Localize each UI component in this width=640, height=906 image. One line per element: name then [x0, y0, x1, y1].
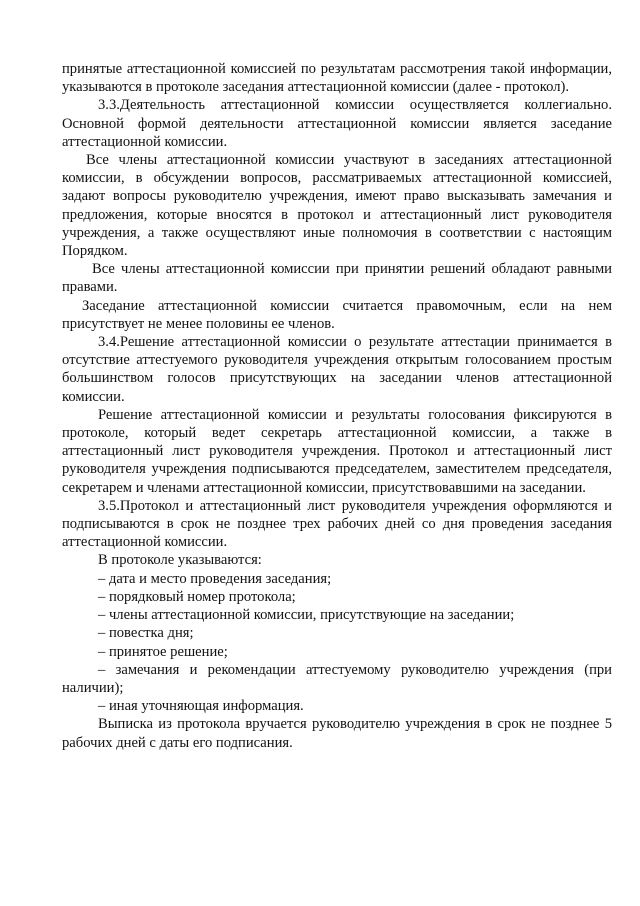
- paragraph-protocol-contents-intro: В протоколе указываются:: [98, 552, 262, 569]
- list-item-members-present: – члены аттестационной комиссии, присутствующие на заседании;: [98, 607, 515, 624]
- list-item-date-place: – дата и место проведения заседания;: [98, 570, 332, 587]
- paragraph-3-5: 3.5.Протокол и аттестационный лист руководителя учреждения оформляются и подписываются в срок не позднее трех рабочих дней со дня проведения заседания аттестационной комиссии.: [62, 497, 612, 551]
- paragraph-3-4: 3.4.Решение аттестационной комиссии о результате аттестации принимается в отсутствие аттестуемого руководителя учреждения открытым голосованием простым большинством голосов присутствующих на заседании членов аттестационной комиссии.: [62, 334, 612, 405]
- paragraph-voting-results: Решение аттестационной комиссии и результаты голосования фиксируются в протоколе, который ведет секретарь аттестационной комиссии, а также в аттестационный лист руководителя учреждения. Протокол и аттестационный лист руководителя учреждения подписываются председателем, заместителем председателя, секретарем и членами аттестационной комиссии, присутствовавшими на заседании.: [62, 406, 612, 496]
- list-item-agenda: – повестка дня;: [98, 625, 194, 642]
- paragraph-members-participation: Все члены аттестационной комиссии участвуют в заседаниях аттестационной комиссии, в обсуждении вопросов, рассматриваемых аттестационной комиссией, задают вопросы руководителю учреждения, имеют право высказывать замечания и предложения, которые вносятся в протокол и аттестационный лист руководителя учреждения, а также осуществляют иные полномочия в соответствии с настоящим Порядком.: [62, 152, 612, 260]
- document-page: [62, 60, 612, 752]
- paragraph-extract-delivery: Выписка из протокола вручается руководителю учреждения в срок не позднее 5 рабочих дней с даты его подписания.: [62, 716, 612, 751]
- list-item-remarks: – замечания и рекомендации аттестуемому руководителю учреждения (при наличии);: [62, 661, 612, 696]
- paragraph-3-3: 3.3.Деятельность аттестационной комиссии осуществляется коллегиально. Основной формой деятельности аттестационной комиссии является заседание аттестационной комиссии.: [62, 97, 612, 150]
- list-item-protocol-number: – порядковый номер протокола;: [98, 588, 296, 605]
- paragraph-protocol-definition: принятые аттестационной комиссией по результатам рассмотрения такой информации, указываются в протоколе заседания аттестационной комиссии (далее - протокол).: [62, 61, 612, 96]
- list-item-other-info: – иная уточняющая информация.: [98, 698, 304, 715]
- paragraph-quorum: Заседание аттестационной комиссии считается правомочным, если на нем присутствует не менее половины ее членов.: [62, 297, 612, 332]
- list-item-decision: – принятое решение;: [98, 643, 228, 660]
- paragraph-equal-rights: Все члены аттестационной комиссии при принятии решений обладают равными правами.: [62, 261, 612, 296]
